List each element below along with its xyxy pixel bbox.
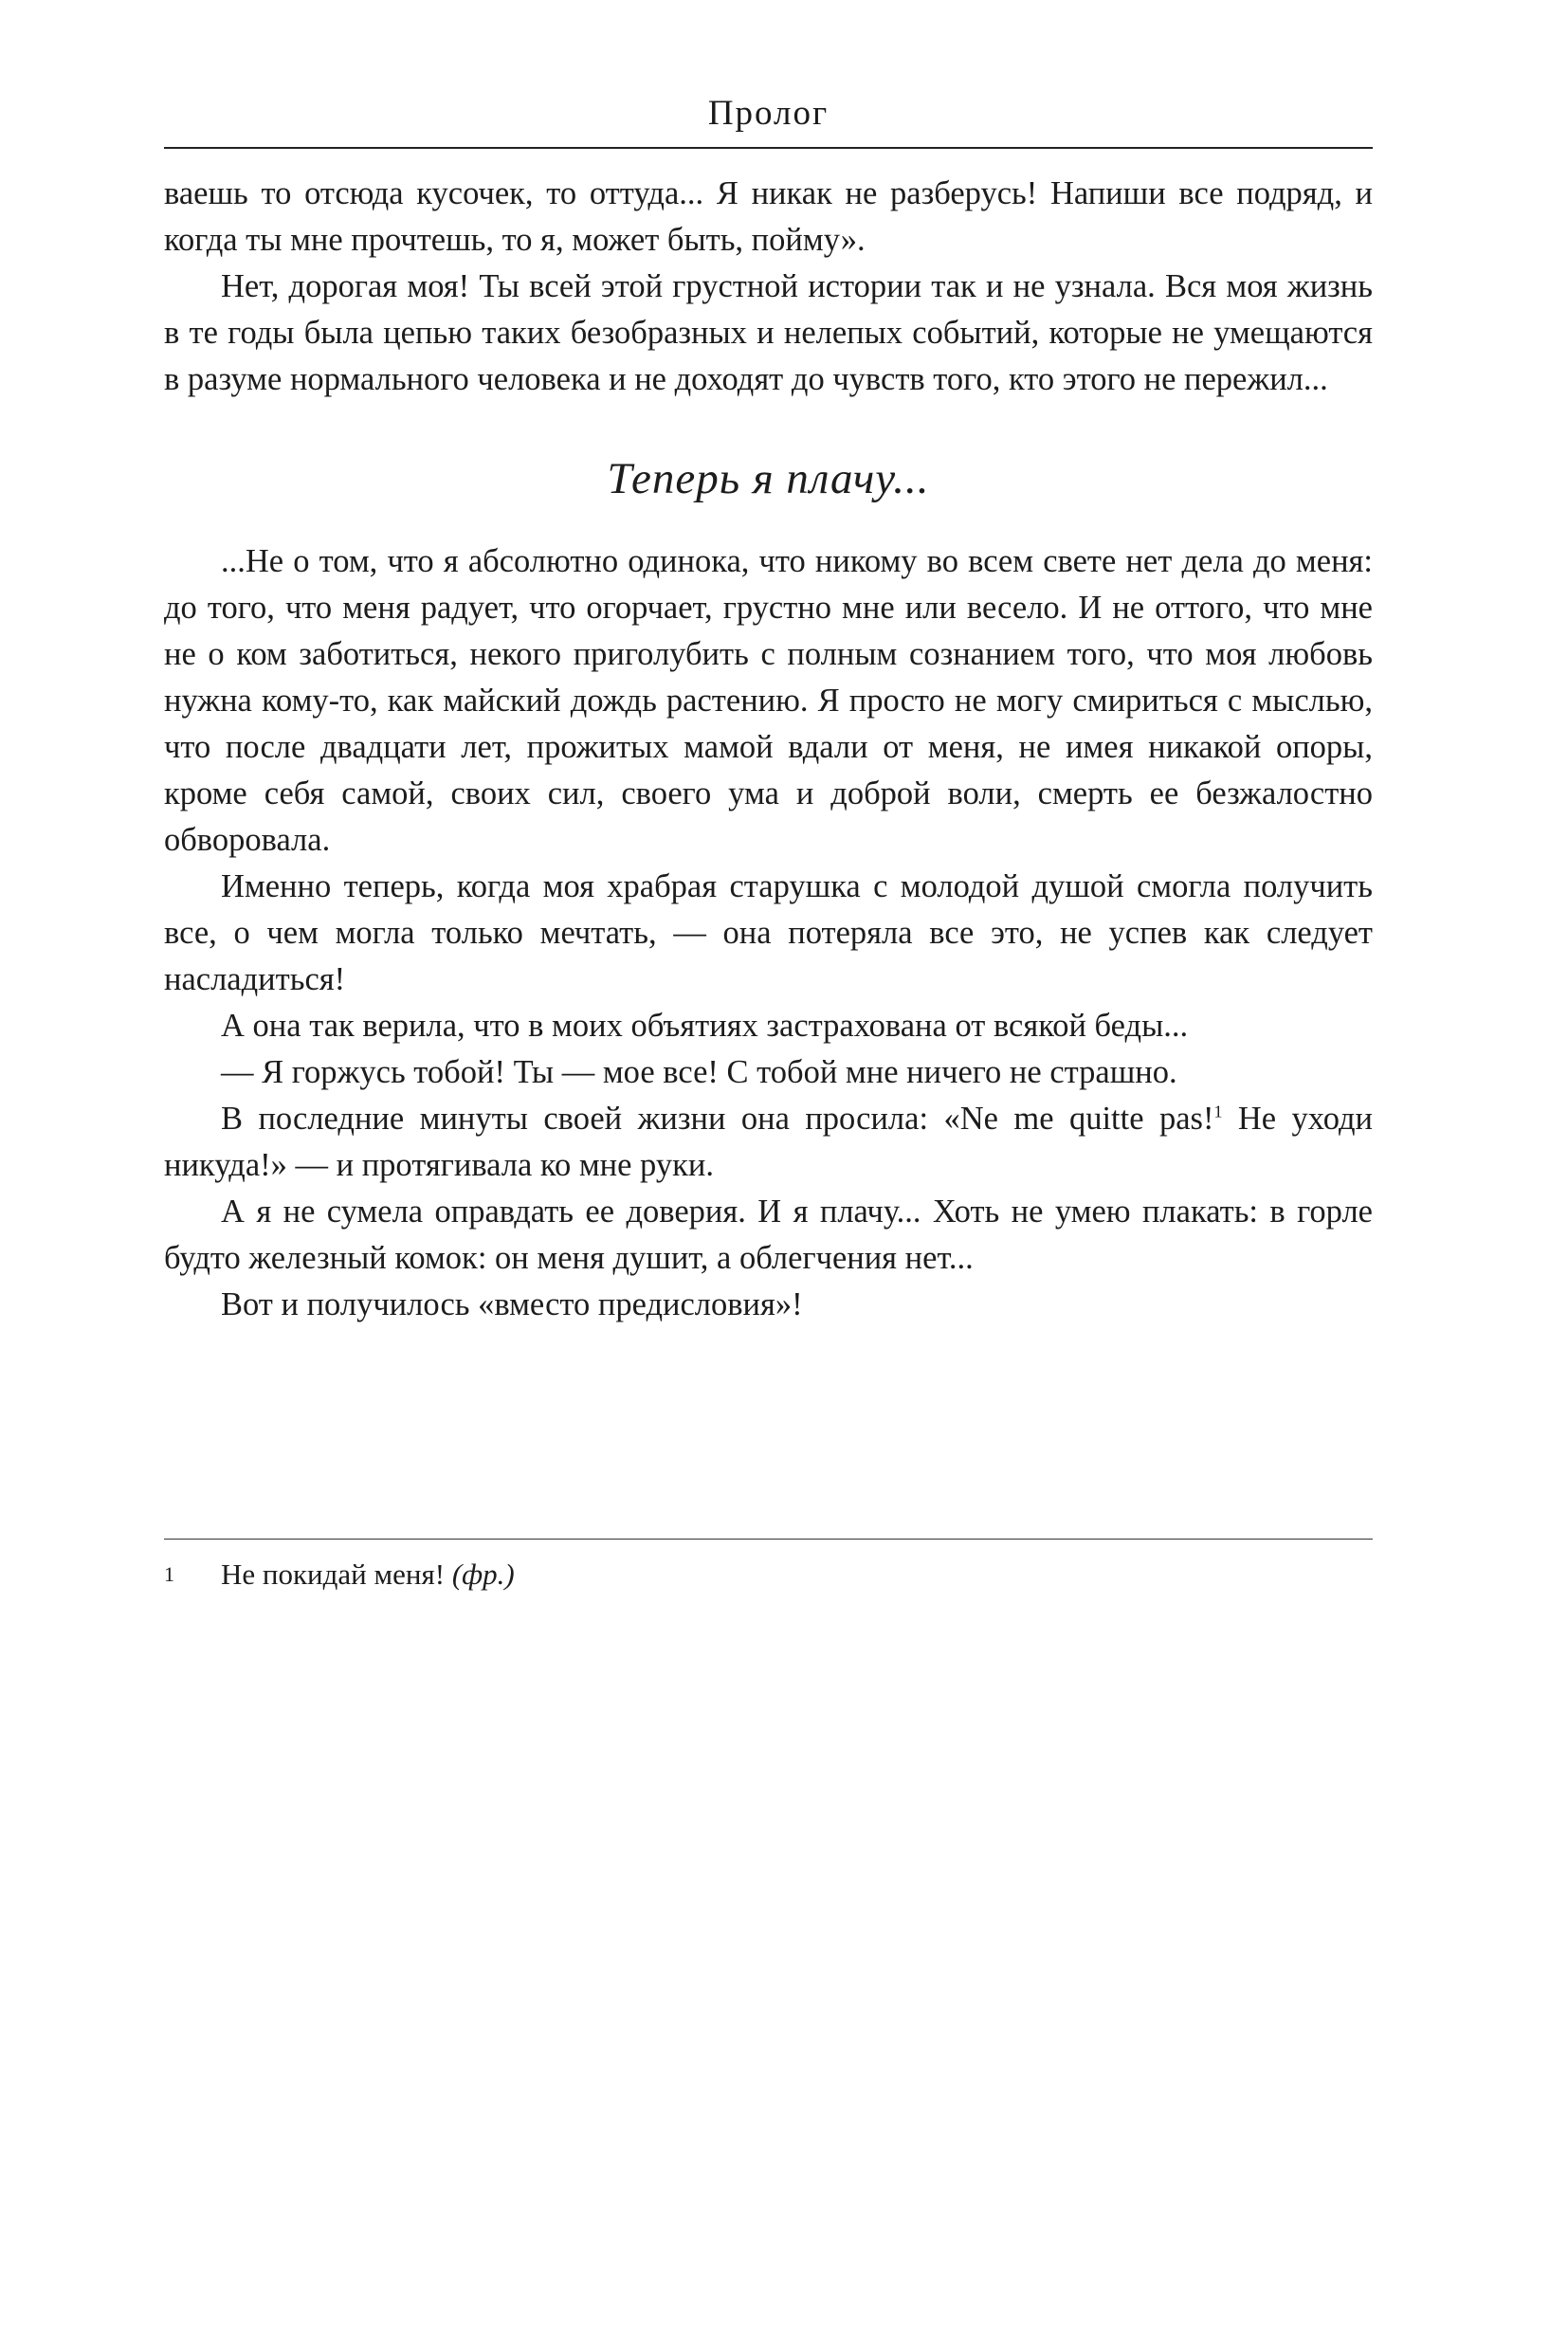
paragraph-continued: ваешь то отсюда кусочек, то оттуда... Я никак не разберусь! Напиши все подряд, и когда ты мне прочтешь, то я, может быть, пойму». (164, 175, 1373, 258)
paragraph-with-footnote (164, 1096, 1373, 1189)
paragraph: А она так верила, что в моих объятиях застрахована от всякой беды... (221, 1008, 1189, 1044)
paragraph: Нет, дорогая моя! Ты всей этой грустной истории так и не узнала. Вся моя жизнь в те годы была цепью таких безобразных и нелепых событий, которые не умещаются в разуме нормального человека и не доходят до чувств того, кто этого не пережил... (164, 268, 1373, 397)
section-title: Теперь я плачу... (607, 454, 930, 503)
paragraph: Именно теперь, когда моя храбрая старушка с молодой душой смогла получить все, о чем могла только мечтать, — она потеряла все это, не успев как следует насладиться! (164, 868, 1373, 997)
paragraph: А я не сумела оправдать ее доверия. И я плачу... Хоть не умею плакать: в горле будто железный комок: он меня душит, а облегчения нет... (164, 1194, 1373, 1276)
header-rule (164, 147, 1373, 149)
footnote-number: 1 (164, 1562, 174, 1586)
footnote-language-note: (фр.) (451, 1558, 515, 1591)
paragraph-dialogue: — Я горжусь тобой! Ты — мое все! С тобой мне ничего не страшно. (221, 1054, 1177, 1090)
footnote-reference: 1 (1213, 1102, 1223, 1121)
paragraph: Вот и получилось «вместо предисловия»! (221, 1286, 803, 1322)
footnote-text: Не покидай меня! (221, 1558, 452, 1591)
paragraph: ...Не о том, что я абсолютно одинока, что никому во всем свете нет дела до меня: до того, что меня радует, что огорчает, грустно мне или весело. И не оттого, что мне не о ком заботиться, некого приголубить с полным сознанием того, что моя любовь нужна кому-то, как майский дождь растению. Я просто не могу смириться с мыслью, что после двадцати лет, прожитых мамой вдали от меня, не имея никакой опоры, кроме себя самой, своих сил, своего ума и доброй воли, смерть ее безжалостно обворовала. (164, 543, 1373, 858)
quote-text-start: В последние минуты своей жизни она просила: «Ne me quitte pas! (221, 1101, 1214, 1137)
footnote (164, 1555, 1373, 1595)
quote-text-end: Не уходи никуда!» — и протягивала ко мне руки. (164, 1101, 1374, 1183)
running-head: Пролог (707, 94, 830, 133)
footnote-rule (164, 1539, 1373, 1540)
body-text (164, 171, 1373, 1328)
